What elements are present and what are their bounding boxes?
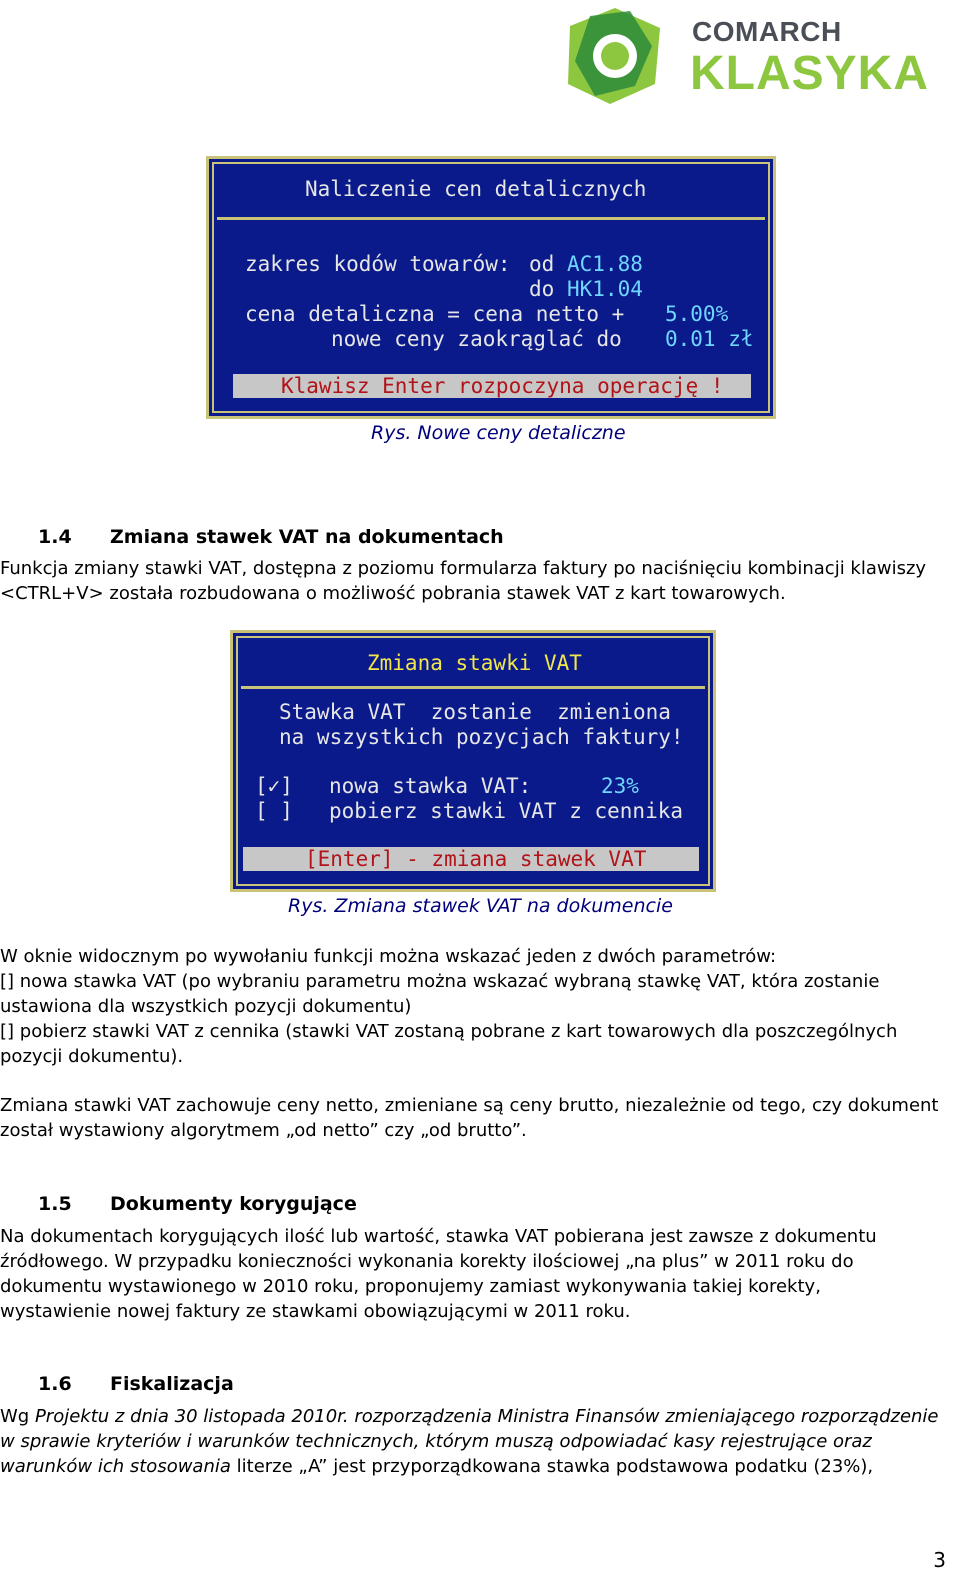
enter-hint: [Enter] - zmiana stawek VAT [305, 847, 647, 871]
section-1-4-text [0, 556, 946, 606]
text-span: Wg [0, 1406, 35, 1427]
rounding-value: 0.01 zł [665, 327, 754, 351]
page-number: 3 [933, 1548, 946, 1572]
from-code-value: AC1.88 [567, 252, 643, 276]
vat-change-screen [230, 630, 716, 892]
logo-text-klasyka: KLASYKA [690, 47, 930, 100]
caption-vat-change: Rys. Zmiana stawek VAT na dokumencie [288, 895, 673, 917]
new-vat-value[interactable]: 23% [601, 774, 639, 798]
section-heading-1-4 [38, 526, 504, 548]
text-line: [] pobierz stawki VAT z cennika (stawki VAT zostaną pobrane z kart towarowych dla poszczególnych [0, 1021, 898, 1042]
to-code-value: HK1.04 [567, 277, 643, 301]
to-prefix: do [529, 277, 555, 301]
text-line: Funkcja zmiany stawki VAT, dostępna z poziomu formularza faktury po naciśnięciu kombinacji klawiszy [0, 558, 927, 579]
section-number: 1.4 [38, 526, 72, 548]
text-line: źródłowego. W przypadku konieczności wykonania korekty ilościowej „na plus” w 2011 roku do [0, 1251, 854, 1272]
price-percent-value: 5.00% [665, 302, 729, 326]
section-heading-1-5 [38, 1193, 357, 1215]
screen-title: Naliczenie cen detalicznych [305, 177, 647, 201]
net-price-note [0, 1093, 946, 1143]
regulation-reference: warunków ich stosowania [0, 1456, 231, 1477]
warning-line-1: Stawka VAT zostanie zmieniona [279, 700, 671, 724]
logo-text-comarch: COMARCH [692, 16, 842, 47]
comarch-klasyka-logo [560, 6, 930, 106]
section-1-6-text [0, 1404, 946, 1479]
range-label: zakres kodów towarów: [245, 252, 511, 276]
section-number: 1.6 [38, 1373, 72, 1395]
text-line: W oknie widocznym po wywołaniu funkcji można wskazać jeden z dwóch parametrów: [0, 946, 777, 967]
logo-mark-icon [560, 6, 680, 106]
text-line: Zmiana stawki VAT zachowuje ceny netto, zmieniane są ceny brutto, niezależnie od tego, czy dokument [0, 1095, 939, 1116]
from-prefix: od [529, 252, 555, 276]
retail-prices-screen [206, 156, 776, 419]
section-number: 1.5 [38, 1193, 72, 1215]
text-line: pozycji dokumentu). [0, 1046, 184, 1067]
screen-title: Zmiana stawki VAT [367, 651, 582, 675]
enter-hint: Klawisz Enter rozpoczyna operację ! [281, 374, 724, 398]
caption-retail-prices: Rys. Nowe ceny detaliczne [371, 422, 626, 444]
regulation-reference: Projektu z dnia 30 listopada 2010r. rozporządzenia Ministra Finansów zmieniającego rozporządzenie [34, 1406, 939, 1427]
section-1-5-text [0, 1224, 946, 1324]
text-line: został wystawiony algorytmem „od netto” czy „od brutto”. [0, 1120, 527, 1141]
text-line: <CTRL+V> została rozbudowana o możliwość pobrania stawek VAT z kart towarowych. [0, 583, 786, 604]
pricelist-vat-checkbox[interactable]: [ ] [255, 799, 293, 823]
regulation-reference: w sprawie kryteriów i warunków technicznych, którym muszą odpowiadać kasy rejestrujące oraz [0, 1431, 872, 1452]
section-heading-1-6 [38, 1373, 234, 1395]
text-line: Na dokumentach korygujących ilość lub wartość, stawka VAT pobierana jest zawsze z dokumentu [0, 1226, 877, 1247]
rounding-label: nowe ceny zaokrąglać do [331, 327, 622, 351]
new-vat-checkbox[interactable]: [✓] [255, 774, 293, 798]
parameters-description [0, 944, 946, 1069]
text-line: wystawienie nowej faktury ze stawkami obowiązującymi w 2011 roku. [0, 1301, 631, 1322]
new-vat-label: nowa stawka VAT: [329, 774, 532, 798]
title-divider [217, 217, 765, 220]
price-formula-label: cena detaliczna = cena netto + [245, 302, 625, 326]
warning-line-2: na wszystkich pozycjach faktury! [279, 725, 684, 749]
title-divider [241, 686, 705, 689]
section-title: Zmiana stawek VAT na dokumentach [110, 526, 504, 548]
text-line [0, 1404, 946, 1429]
section-title: Fiskalizacja [110, 1373, 234, 1395]
text-line [0, 1454, 946, 1479]
text-line: ustawiona dla wszystkich pozycji dokumentu) [0, 996, 412, 1017]
section-title: Dokumenty korygujące [110, 1193, 357, 1215]
text-line: dokumentu wystawionego w 2010 roku, proponujemy zamiast wykonywania takiej korekty, [0, 1276, 821, 1297]
pricelist-vat-label: pobierz stawki VAT z cennika [329, 799, 684, 823]
text-span: literze „A” jest przyporządkowana stawka podstawowa podatku (23%), [230, 1456, 874, 1477]
text-line: [] nowa stawka VAT (po wybraniu parametru można wskazać wybraną stawkę VAT, która zostanie [0, 971, 880, 992]
